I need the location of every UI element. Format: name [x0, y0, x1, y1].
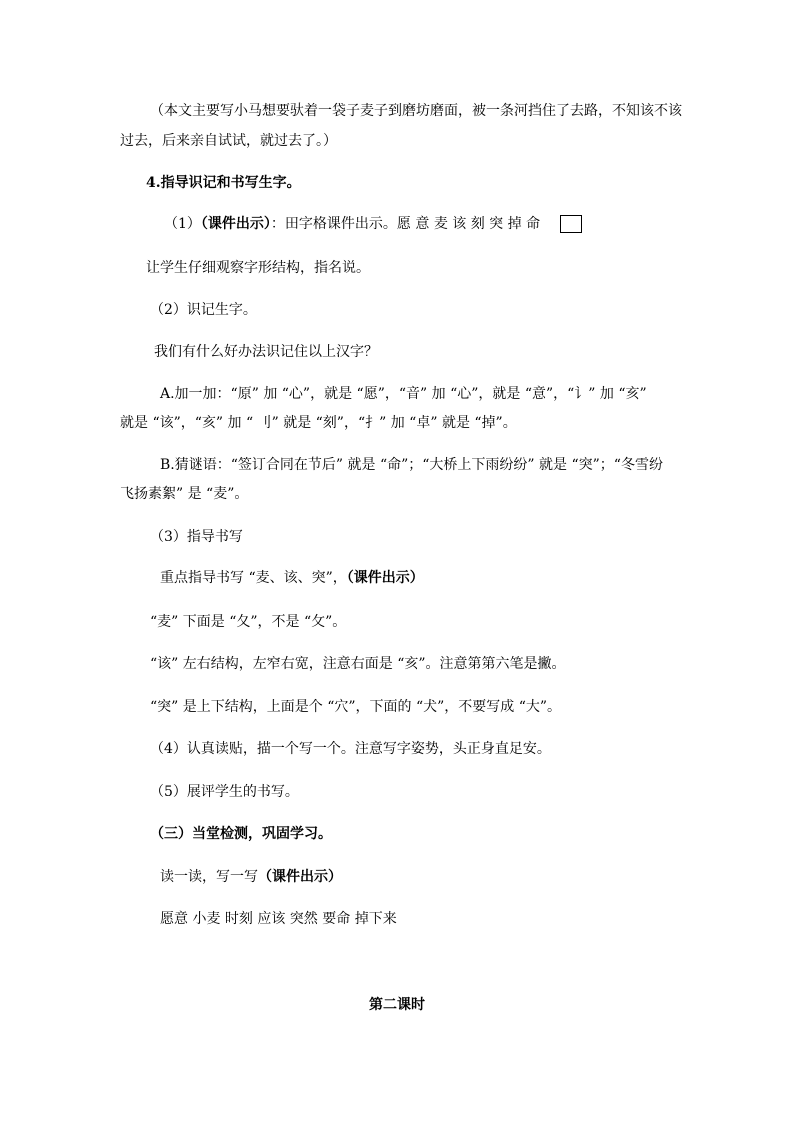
summary-line-2: 过去，后来亲自试试，就过去了。） [120, 133, 337, 149]
note-mai: “麦” 下面是 “夂”，不是 “攵”。 [150, 614, 347, 630]
observe-line: 让学生仔细观察字形结构，指名说。 [146, 260, 370, 276]
lesson2-title: 第二课时 [369, 997, 425, 1013]
tianzige-box [560, 215, 582, 233]
read-write-tag: （课件出示） [258, 869, 342, 885]
step4-sub2: （2）识记生字。 [150, 302, 257, 318]
focus-text: 重点指导书写 “麦、该、突”， [160, 570, 347, 586]
note-gai: “该” 左右结构，左窄右宽，注意右面是 “亥”。注意第第六笔是撇。 [150, 656, 566, 672]
sub1-tag: （课件出示） [200, 216, 271, 232]
question-line: 我们有什么好办法识记住以上汉字？ [154, 344, 378, 360]
summary-line-1: （本文主要写小马想要驮着一袋子麦子到磨坊磨面，被一条河挡住了去路，不知该不该 [150, 103, 682, 119]
step4-sub3: （3）指导书写 [150, 529, 243, 545]
sub1-text: ：田字格课件出示。愿 意 麦 该 刻 突 掉 命 [270, 216, 541, 232]
focus-line [160, 568, 424, 588]
method-b-line-1: B.猜谜语：“签订合同在节后” 就是 “命”；“大桥上下雨纷纷” 就是 “突”；“冬雪纷 [160, 457, 663, 473]
read-write-line [160, 867, 342, 887]
step4-sub4: （4）认真读贴，描一个写一个。注意写字姿势，头正身直足安。 [150, 741, 551, 757]
step4-sub1 [164, 214, 582, 234]
step4-sub5: （5）展评学生的书写。 [150, 784, 299, 800]
method-a-line-1: A.加一加：“原” 加 “心”，就是 “愿”，“音” 加 “心”，就是 “意”，“讠” 加 “亥” [160, 386, 647, 402]
step4-title: 4.指导识记和书写生字。 [146, 175, 301, 191]
read-write-text: 读一读，写一写 [160, 869, 258, 885]
sub1-number: （1） [164, 216, 201, 232]
note-tu: “突” 是上下结构，上面是个 “穴”，下面的 “犬”，不要写成 “大”。 [150, 699, 562, 715]
word-list: 愿意 小麦 时刻 应该 突然 要命 掉下来 [160, 911, 397, 927]
focus-tag: （课件出示） [346, 570, 424, 586]
section3-title: （三）当堂检测，巩固学习。 [150, 826, 332, 842]
method-b-line-2: 飞扬素絮” 是 “麦”。 [120, 486, 249, 502]
method-a-line-2: 就是 “该”，“亥” 加 “ 刂” 就是 “刻”，“扌” 加 “卓” 就是 “掉”。 [120, 415, 517, 431]
